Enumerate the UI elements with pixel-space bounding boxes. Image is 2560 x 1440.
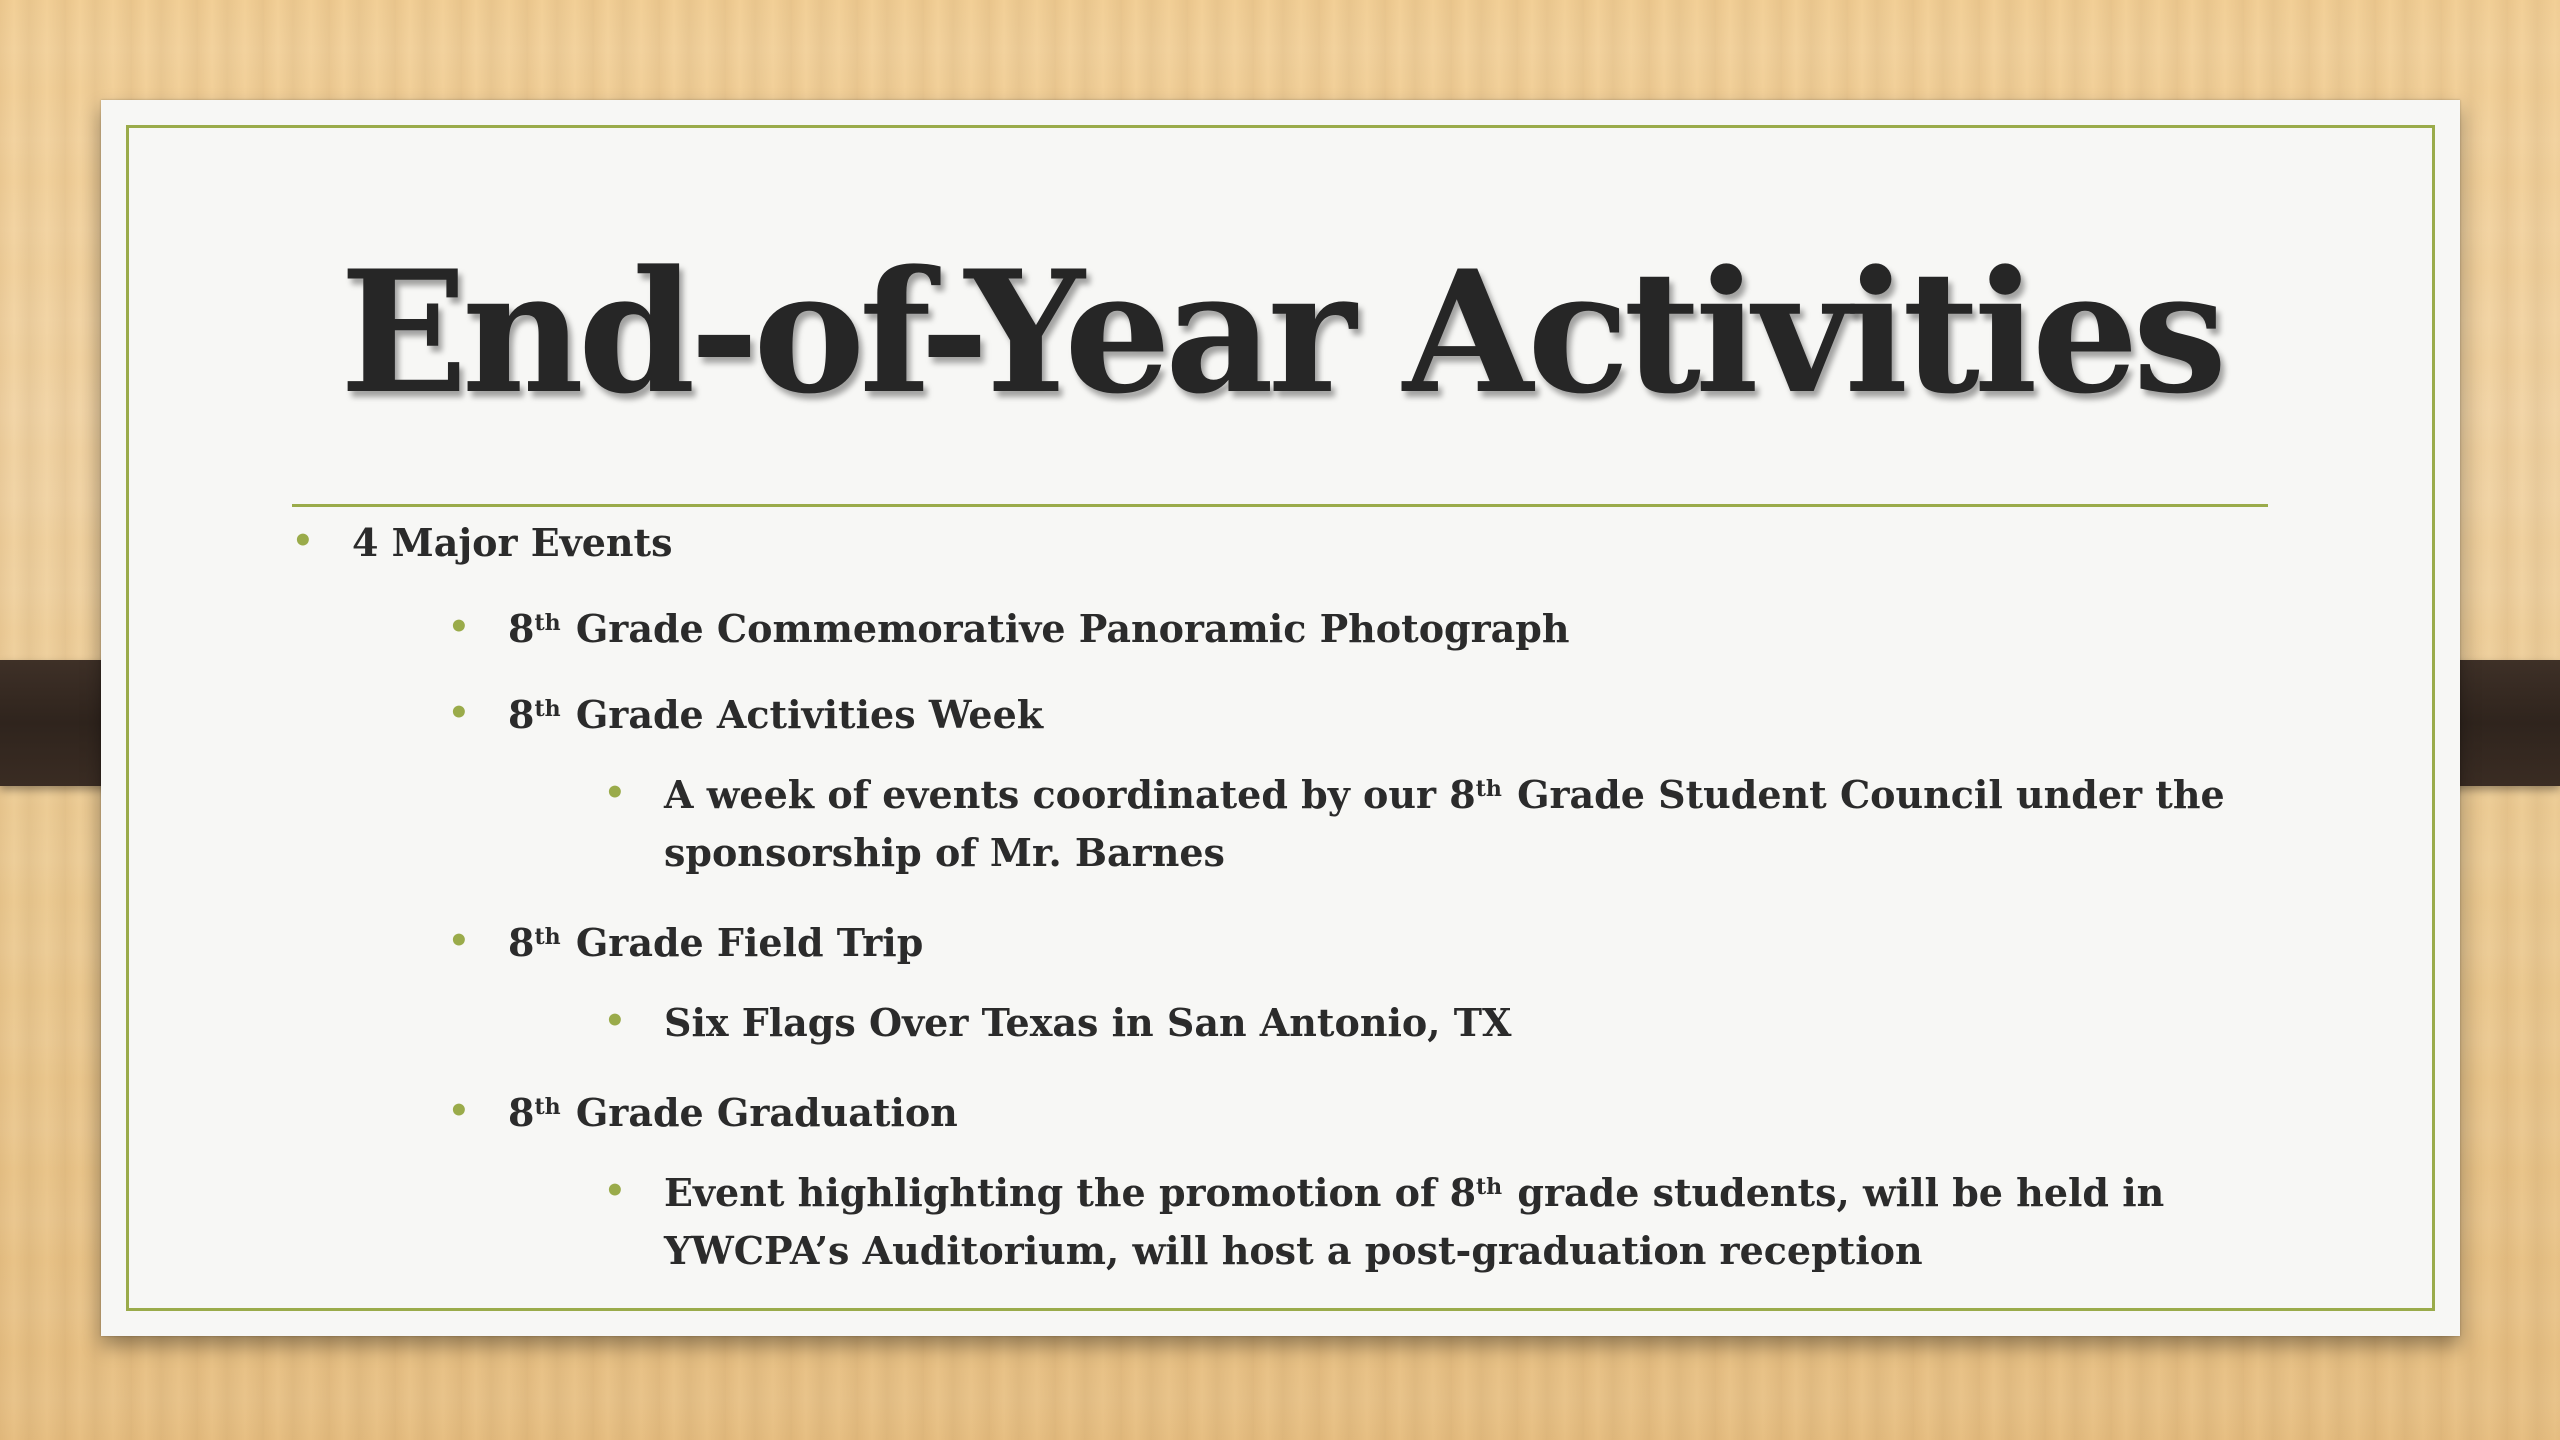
detail-ordinal: th	[1475, 776, 1502, 802]
event-label: Grade Activities Week	[575, 692, 1044, 737]
event-item	[448, 1088, 2272, 1280]
event-detail	[604, 1164, 2272, 1280]
event-details	[604, 994, 2272, 1052]
event-label: Grade Field Trip	[575, 920, 924, 965]
detail-ordinal: th	[1476, 1174, 1503, 1200]
slide	[101, 100, 2460, 1336]
event-number: 8	[508, 920, 535, 965]
event-ordinal: th	[534, 610, 561, 636]
detail-text-after: Grade Student Council under the sponsorship of Mr. Barnes	[664, 772, 2225, 875]
event-label: Grade Commemorative Panoramic Photograph	[575, 606, 1570, 651]
bullet-dot-icon: •	[604, 1171, 626, 1211]
bullet-dot-icon: •	[604, 773, 626, 813]
event-ordinal: th	[534, 924, 561, 950]
detail-text-after: grade students, will be held in YWCPA’s Auditorium, will host a post-graduation reception	[664, 1170, 2165, 1273]
bullet-dot-icon: •	[292, 521, 314, 561]
event-label: Grade Graduation	[575, 1090, 958, 1135]
event-item	[448, 690, 2272, 882]
title-divider	[292, 504, 2268, 507]
bullet-dot-icon: •	[448, 1091, 470, 1131]
event-number: 8	[508, 606, 535, 651]
event-detail	[604, 994, 2272, 1052]
bullet-dot-icon: •	[448, 607, 470, 647]
slide-title: End-of-Year Activities	[339, 233, 2222, 431]
events-list	[448, 604, 2272, 1280]
event-details	[604, 1164, 2272, 1280]
event-item	[448, 604, 2272, 654]
detail-text-before: Event highlighting the promotion of 8	[664, 1170, 1477, 1215]
bullet-dot-icon: •	[448, 693, 470, 733]
slide-content	[292, 510, 2272, 1280]
bullet-major-events	[292, 518, 2272, 1280]
event-ordinal: th	[534, 1094, 561, 1120]
major-events-text: 4 Major Events	[352, 520, 673, 565]
event-ordinal: th	[534, 696, 561, 722]
event-number: 8	[508, 692, 535, 737]
event-number: 8	[508, 1090, 535, 1135]
event-item	[448, 918, 2272, 1052]
bullet-dot-icon: •	[448, 921, 470, 961]
detail-text-before: A week of events coordinated by our 8	[664, 772, 1476, 817]
bullet-dot-icon: •	[604, 1001, 626, 1041]
event-detail	[604, 766, 2272, 882]
detail-text-before: Six Flags Over Texas in San Antonio, TX	[664, 1000, 1512, 1045]
event-details	[604, 766, 2272, 882]
